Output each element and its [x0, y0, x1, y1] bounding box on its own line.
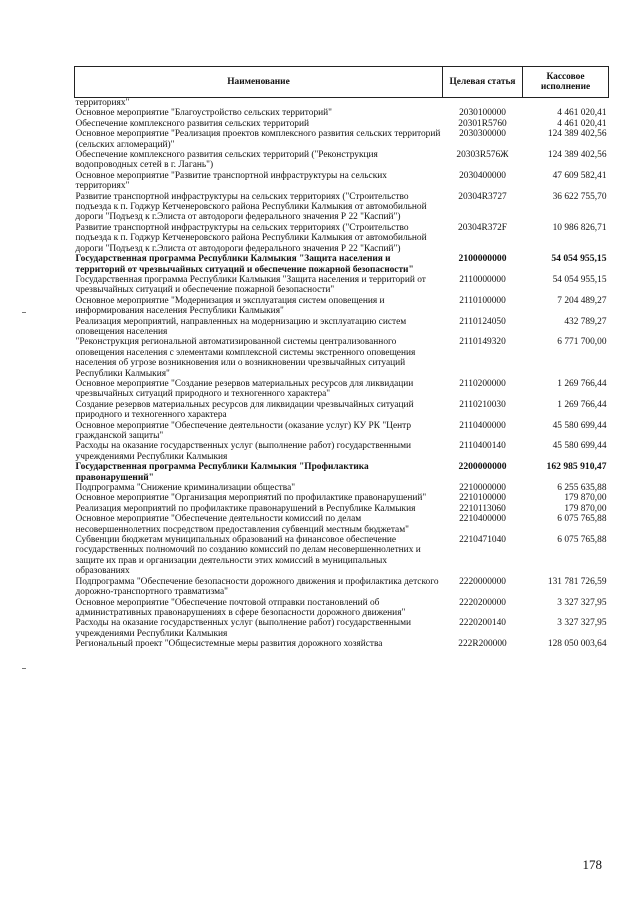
row-name: Основное мероприятие "Создание резервов материальных ресурсов для ликвидации чрезвычайных ситуаций природного и техногенного характера" [75, 378, 414, 400]
row-target-article: 20304R372F [458, 222, 507, 233]
table-row [75, 535, 609, 577]
row-target-article: 2110000000 [459, 274, 506, 285]
row-target-article: 2110124050 [459, 316, 506, 327]
row-name: Реализация мероприятий, направленных на модернизацию и эксплуатацию систем оповещения населения [75, 316, 407, 337]
row-cash-execution: 4 461 020,41 [557, 118, 607, 129]
row-name: Государственная программа Республики Калмыкия "Защита населения и территорий от чрезвычайных ситуаций и обеспечение пожарной безопасности" [75, 254, 414, 275]
table-row [75, 618, 609, 639]
row-target-article: 222R200000 [458, 639, 507, 650]
row-cash-execution: 36 622 755,70 [552, 191, 607, 202]
row-target-article: 20301R5760 [458, 118, 507, 129]
margin-mark [22, 668, 26, 669]
row-name: Обеспечение комплексного развития сельских территорий ("Реконструкция водопроводных сетей в г. Лагань") [75, 150, 378, 171]
row-name: Обеспечение комплексного развития сельских территорий [75, 118, 309, 129]
row-target-article: 2030400000 [459, 170, 506, 181]
row-cash-execution: 7 204 489,27 [557, 295, 607, 306]
row-name: Основное мероприятие "Благоустройство сельских территорий" [75, 108, 332, 119]
table-row [75, 254, 609, 275]
row-target-article: 2110100000 [459, 295, 506, 306]
table-row [75, 275, 609, 296]
table-row [75, 223, 609, 254]
table-row [75, 462, 609, 483]
table-row [75, 108, 609, 118]
table-row [75, 598, 609, 619]
table-row [75, 379, 609, 400]
row-name: "Реконструкция региональной автоматизированной системы централизованного оповещения населения с элементами комплексной системы экстренного оповещения населения об угрозе возникновения или о возникновении чрезвычайных ситуаций Республики Калмыкия" [75, 337, 416, 379]
row-cash-execution [523, 98, 609, 109]
row-name: Основное мероприятие "Обеспечение почтовой отправки постановлений об административных правонарушениях в сфере безопасности дорожного движения" [75, 597, 406, 618]
budget-execution-table [74, 66, 609, 650]
table-row [75, 441, 609, 462]
table-row [75, 337, 609, 379]
row-name: Основное мероприятие "Реализация проектов комплексного развития сельских территорий (сельских агломераций)" [75, 129, 441, 150]
table-row [75, 421, 609, 442]
row-name: Основное мероприятие "Развитие транспортной инфраструктуры на сельских территориях" [75, 170, 387, 192]
table-row [75, 296, 609, 317]
row-name: Основное мероприятие "Модернизация и эксплуатация систем оповещения и информирования населения Республики Калмыкия" [75, 295, 385, 317]
row-target-article: 2210100000 [459, 493, 506, 504]
table-row [75, 129, 609, 150]
row-cash-execution: 432 789,27 [564, 316, 607, 327]
row-cash-execution: 131 781 726,59 [547, 576, 607, 587]
table-row [75, 577, 609, 598]
table-header [75, 67, 609, 98]
row-cash-execution: 6 771 700,00 [557, 337, 607, 348]
row-target-article: 2100000000 [458, 253, 507, 265]
row-name: Развитие транспортной инфраструктуры на сельских территориях ("Строительство подъезда к п. Годжур Кетченеровского района Республики Калмыкия от автомобильной дороги "Подъезд к г.Элиста от автодороги федерального значения Р 22 "Каспий") [75, 222, 427, 254]
row-cash-execution: 3 327 327,95 [557, 618, 607, 629]
row-target-article: 2220200000 [459, 597, 506, 608]
row-cash-execution: 3 327 327,95 [557, 597, 607, 608]
table-row [75, 639, 609, 649]
row-name: Основное мероприятие "Организация мероприятий по профилактике правонарушений" [75, 493, 427, 504]
table-row [75, 483, 609, 493]
row-target-article: 2110400000 [459, 420, 506, 431]
row-target-article: 2220200140 [459, 618, 506, 629]
row-name: Подпрограмма "Обеспечение безопасности дорожного движения и профилактика детского дорожно-транспортного травматизма" [75, 576, 439, 598]
table-row [75, 150, 609, 171]
row-cash-execution: 124 389 402,56 [547, 129, 607, 140]
row-target-article: 2030300000 [459, 129, 506, 140]
header-target-article: Целевая статья [443, 67, 523, 98]
row-target-article: 2110400140 [459, 441, 506, 452]
row-cash-execution: 54 054 955,15 [552, 274, 607, 285]
table-row [75, 119, 609, 129]
margin-mark [22, 312, 26, 313]
row-target-article: 2200000000 [458, 461, 507, 473]
row-name: Государственная программа Республики Калмыкия "Защита населения и территорий от чрезвычайных ситуаций и обеспечение пожарной безопасности" [75, 274, 426, 296]
row-target-article: 2210000000 [459, 483, 506, 494]
row-target-article [443, 98, 523, 109]
row-cash-execution: 54 054 955,15 [551, 253, 607, 265]
table-row [75, 98, 609, 109]
row-cash-execution: 4 461 020,41 [557, 108, 607, 119]
page-number: 178 [582, 857, 602, 872]
row-name: Государственная программа Республики Калмыкия "Профилактика правонарушений" [75, 462, 369, 483]
table-row [75, 514, 609, 535]
row-cash-execution: 6 075 765,88 [557, 535, 607, 546]
row-target-article: 2110210030 [459, 399, 506, 410]
table-row [75, 317, 609, 338]
row-cash-execution: 45 580 699,44 [552, 420, 607, 431]
row-name: Создание резервов материальных ресурсов для ликвидации чрезвычайных ситуаций природного и техногенного характера [75, 399, 414, 421]
row-cash-execution: 1 269 766,44 [557, 378, 607, 389]
row-target-article: 2210113060 [459, 503, 506, 514]
row-name: Субвенции бюджетам муниципальных образований на финансовое обеспечение государственных полномочий по созданию комиссий по делам несовершеннолетних и защите их прав и организации деятельности этих комиссий в муниципальных образованиях [75, 535, 421, 577]
table-row [75, 171, 609, 192]
row-cash-execution: 179 870,00 [564, 503, 607, 514]
row-target-article: 2210471040 [459, 535, 506, 546]
table-row [75, 400, 609, 421]
table-row [75, 192, 609, 223]
row-name: Реализация мероприятий по профилактике правонарушений в Республике Калмыкия [75, 503, 416, 514]
row-cash-execution: 45 580 699,44 [552, 441, 607, 452]
row-target-article: 20304R3727 [458, 191, 507, 202]
row-target-article: 2110200000 [459, 378, 506, 389]
row-name: Расходы на оказание государственных услуг (выполнение работ) государственными учреждениями Республики Калмыкия [75, 441, 412, 462]
row-name: Развитие транспортной инфраструктуры на сельских территориях ("Строительство подъезда к п. Годжур Кетченеровского района Республики Калмыкия от автомобильной дороги "Подъезд к г.Элиста от автодороги федерального значения Р 22 "Каспий") [75, 191, 427, 223]
row-name: Расходы на оказание государственных услуг (выполнение работ) государственными учреждениями Республики Калмыкия [75, 618, 412, 639]
row-target-article: 20303R576Ж [456, 150, 509, 161]
row-name: Основное мероприятие "Обеспечение деятельности комиссий по делам несовершеннолетних посредством предоставления субвенций местным бюджетам" [75, 514, 409, 535]
row-cash-execution: 162 985 910,47 [546, 461, 607, 473]
row-cash-execution: 6 255 635,88 [557, 483, 607, 494]
row-target-article: 2110149320 [459, 337, 506, 348]
row-cash-execution: 10 986 826,71 [552, 222, 607, 233]
header-name: Наименование [75, 67, 443, 98]
row-cash-execution: 124 389 402,56 [547, 150, 607, 161]
row-name: Основное мероприятие "Обеспечение деятельности (оказание услуг) КУ РК "Центр гражданской защиты" [75, 420, 412, 441]
row-target-article: 2210400000 [459, 514, 506, 525]
table-body [75, 98, 609, 650]
row-cash-execution: 1 269 766,44 [557, 399, 607, 410]
row-cash-execution: 47 609 582,41 [552, 170, 607, 181]
row-cash-execution: 128 050 003,64 [547, 639, 607, 650]
row-target-article: 2030100000 [459, 108, 506, 119]
row-name: Региональный проект "Общесистемные меры развития дорожного хозяйства [75, 639, 383, 650]
table-row [75, 504, 609, 514]
row-name: территориях" [75, 98, 130, 108]
row-name: Подпрограмма "Снижение криминализации общества" [75, 483, 296, 494]
row-cash-execution: 6 075 765,88 [557, 514, 607, 525]
row-cash-execution: 179 870,00 [564, 493, 607, 504]
table-row [75, 493, 609, 503]
header-cash-execution: Кассовое исполнение [523, 67, 609, 98]
row-target-article: 2220000000 [459, 576, 506, 587]
